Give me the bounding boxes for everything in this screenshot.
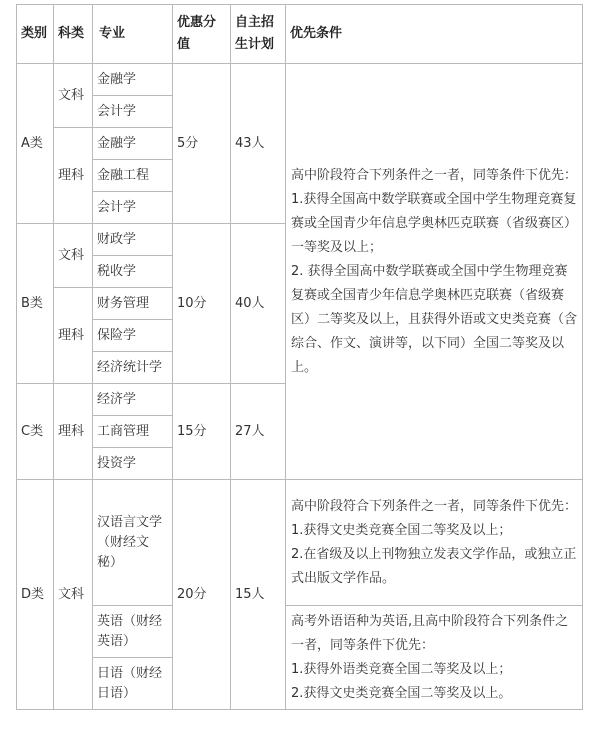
bonus-c: 15分 xyxy=(173,384,231,480)
condition-text: 高中阶段符合下列条件之一者，同等条件下优先： xyxy=(291,498,578,514)
plan-d: 15人 xyxy=(231,480,286,710)
major-cell: 会计学 xyxy=(93,192,173,224)
major-cell: 日语（财经日语） xyxy=(93,658,173,710)
bonus-b: 10分 xyxy=(173,224,231,384)
subject-d-wenke: 文科 xyxy=(54,480,93,710)
major-cell: 金融工程 xyxy=(93,160,173,192)
major-cell: 财务管理 xyxy=(93,288,173,320)
major-cell: 经济统计学 xyxy=(93,352,173,384)
major-cell: 会计学 xyxy=(93,96,173,128)
header-conditions: 优先条件 xyxy=(286,5,583,64)
major-cell: 汉语言文学（财经文秘） xyxy=(93,480,173,606)
admission-table xyxy=(16,4,583,710)
condition-text: 高中阶段符合下列条件之一者，同等条件下优先： xyxy=(291,167,578,183)
subject-b-wenke: 文科 xyxy=(54,224,93,288)
header-row xyxy=(17,5,583,64)
conditions-d1 xyxy=(286,480,583,606)
condition-text: 1.获得全国高中数学联赛或全国中学生物理竞赛复赛或全国青少年信息学奥林匹克联赛（省级赛区）一等奖及以上； xyxy=(291,191,578,255)
major-cell: 税收学 xyxy=(93,256,173,288)
category-c: C类 xyxy=(17,384,54,480)
table-row xyxy=(17,64,583,96)
header-plan: 自主招生计划 xyxy=(231,5,286,64)
condition-text: 2.在省级及以上刊物独立发表文学作品，或独立正式出版文学作品。 xyxy=(291,546,577,586)
major-cell: 经济学 xyxy=(93,384,173,416)
category-b: B类 xyxy=(17,224,54,384)
condition-text: 2. 获得全国高中数学联赛或全国中学生物理竞赛复赛或全国青少年信息学奥林匹克联赛（省级赛区）二等奖及以上，且获得外语或文史类竞赛（含综合、作文、演讲等，以下同）全国二等奖及以上。 xyxy=(291,263,578,375)
category-d: D类 xyxy=(17,480,54,710)
header-major: 专业 xyxy=(93,5,173,64)
major-cell: 金融学 xyxy=(93,128,173,160)
major-cell: 投资学 xyxy=(93,448,173,480)
bonus-d: 20分 xyxy=(173,480,231,710)
condition-text: 2.获得文史类竞赛全国二等奖及以上。 xyxy=(291,685,512,701)
header-bonus: 优惠分值 xyxy=(173,5,231,64)
condition-text: 高考外语语种为英语,且高中阶段符合下列条件之一者，同等条件下优先： xyxy=(291,613,569,653)
condition-text: 1.获得外语类竞赛全国二等奖及以上； xyxy=(291,661,512,677)
plan-a: 43人 xyxy=(231,64,286,224)
conditions-abc xyxy=(286,64,583,480)
major-cell: 英语（财经英语） xyxy=(93,606,173,658)
header-category: 类别 xyxy=(17,5,54,64)
header-subject: 科类 xyxy=(54,5,93,64)
plan-b: 40人 xyxy=(231,224,286,384)
subject-a-like: 理科 xyxy=(54,128,93,224)
condition-text: 1.获得文史类竞赛全国二等奖及以上； xyxy=(291,522,512,538)
major-cell: 金融学 xyxy=(93,64,173,96)
plan-c: 27人 xyxy=(231,384,286,480)
major-cell: 财政学 xyxy=(93,224,173,256)
table-row xyxy=(17,606,583,658)
admission-table-page xyxy=(16,4,583,710)
subject-c-like: 理科 xyxy=(54,384,93,480)
conditions-d2 xyxy=(286,606,583,710)
table-row xyxy=(17,480,583,606)
subject-b-like: 理科 xyxy=(54,288,93,384)
major-cell: 保险学 xyxy=(93,320,173,352)
subject-a-wenke: 文科 xyxy=(54,64,93,128)
category-a: A类 xyxy=(17,64,54,224)
major-cell: 工商管理 xyxy=(93,416,173,448)
bonus-a: 5分 xyxy=(173,64,231,224)
